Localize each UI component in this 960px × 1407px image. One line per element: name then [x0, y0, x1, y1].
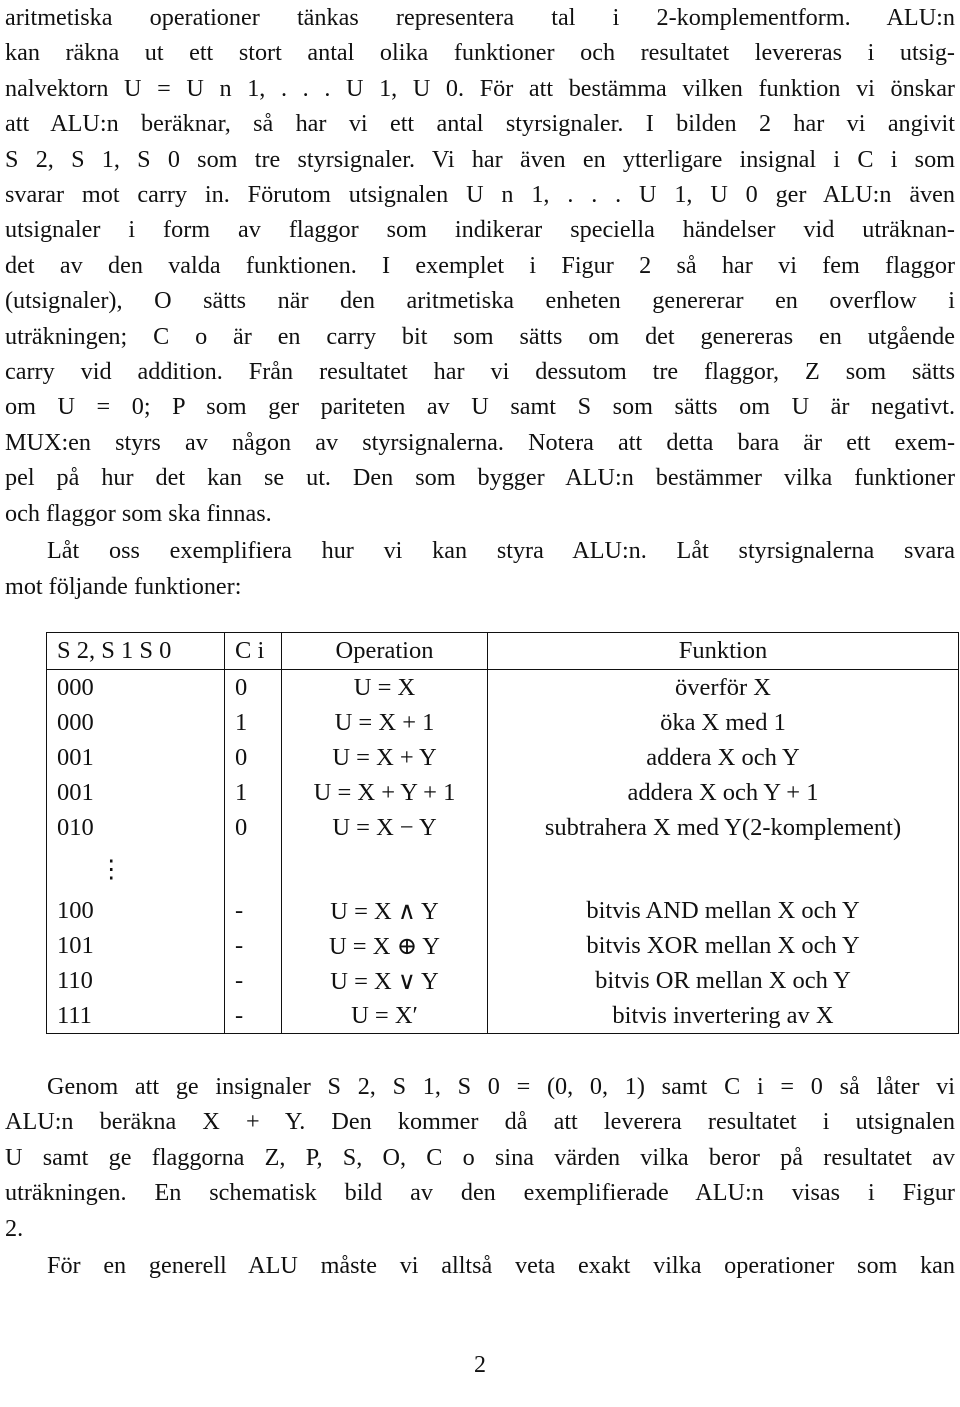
cell-operation: U = X	[282, 670, 488, 706]
cell-ci: 0	[225, 670, 282, 706]
cell-signals: 001	[47, 775, 225, 810]
text-line: pel på hur det kan se ut. Den som bygger ALU:n bestämmer vilka funktioner	[5, 464, 955, 492]
cell-function: öka X med 1	[488, 705, 959, 740]
cell-ci: -	[225, 928, 282, 963]
cell-signals: 010	[47, 810, 225, 845]
text-line: S 2, S 1, S 0 som tre styrsignaler. Vi har även en ytterligare insignal i C i som	[5, 145, 955, 173]
paragraph-3	[5, 1069, 955, 1246]
header-control-signals: S 2, S 1 S 0	[47, 633, 225, 670]
page-number: 2	[474, 1352, 486, 1378]
cell-operation: U = X ⊕ Y	[282, 928, 488, 963]
text-line: det av den valda funktionen. I exemplet i Figur 2 så har vi fem flaggor	[5, 251, 955, 279]
cell-ci: -	[225, 963, 282, 998]
cell-operation	[282, 845, 488, 893]
cell-function	[488, 845, 959, 893]
text-line: och flaggor som ska finnas.	[5, 499, 272, 527]
paragraph-2	[5, 533, 955, 604]
text-line: om U = 0; P som ger pariteten av U samt S som sätts om U är negativt.	[5, 393, 955, 421]
paragraph-1	[5, 0, 955, 531]
table-row	[47, 705, 959, 740]
cell-function: addera X och Y	[488, 740, 959, 775]
text-line: aritmetiska operationer tänkas representera tal i 2-komplementform. ALU:n	[5, 4, 955, 31]
text-line: kan räkna ut ett stort antal olika funktioner och resultatet levereras i utsig-	[5, 39, 955, 67]
cell-signals: 110	[47, 963, 225, 998]
text-line: carry vid addition. Från resultatet har vi dessutom tre flaggor, Z som sätts	[5, 358, 955, 386]
cell-ci: 0	[225, 810, 282, 845]
cell-ci: 1	[225, 705, 282, 740]
table-header-row	[47, 633, 959, 670]
paragraph-4	[5, 1248, 955, 1283]
cell-signals: 101	[47, 928, 225, 963]
cell-signals: 111	[47, 998, 225, 1034]
text-line: nalvektorn U = U n 1, . . . U 1, U 0. För att bestämma vilken funktion vi önskar	[5, 74, 955, 102]
document-page-lower	[5, 1069, 955, 1283]
text-line: svarar mot carry in. Förutom utsignalen U n 1, . . . U 1, U 0 ger ALU:n även	[5, 181, 955, 209]
cell-function: överför X	[488, 670, 959, 706]
cell-function: bitvis AND mellan X och Y	[488, 893, 959, 928]
cell-ci: -	[225, 893, 282, 928]
cell-signals: 000	[47, 705, 225, 740]
cell-function: subtrahera X med Y(2-komplement)	[488, 810, 959, 845]
header-carry-in: C i	[225, 633, 282, 670]
text-line: Genom att ge insignaler S 2, S 1, S 0 = (0, 0, 1) samt C i = 0 så låter vi	[47, 1073, 955, 1100]
cell-operation: U = X ∨ Y	[282, 963, 488, 998]
cell-ci: 1	[225, 775, 282, 810]
text-line: mot följande funktioner:	[5, 572, 242, 600]
text-line: att ALU:n beräknar, så har vi ett antal styrsignaler. I bilden 2 har vi angivit	[5, 110, 955, 138]
table-row	[47, 670, 959, 706]
text-line: ALU:n beräkna X + Y. Den kommer då att leverera resultatet i utsignalen	[5, 1108, 955, 1136]
cell-function: bitvis XOR mellan X och Y	[488, 928, 959, 963]
table-row	[47, 810, 959, 845]
operations-table	[46, 632, 959, 1034]
cell-ci: 0	[225, 740, 282, 775]
cell-ci: -	[225, 998, 282, 1034]
cell-operation: U = X ∧ Y	[282, 893, 488, 928]
text-line: U samt ge flaggorna Z, P, S, O, C o sina värden vilka beror på resultatet av	[5, 1143, 955, 1171]
cell-ci	[225, 845, 282, 893]
text-line: (utsignaler), O sätts när den aritmetiska enheten genererar en overflow i	[5, 287, 955, 315]
text-line: uträkningen; C o är en carry bit som sätts om det genereras en utgående	[5, 322, 955, 350]
table-row	[47, 893, 959, 928]
cell-function: bitvis OR mellan X och Y	[488, 963, 959, 998]
header-function: Funktion	[488, 633, 959, 670]
cell-operation: U = X + Y	[282, 740, 488, 775]
cell-function: bitvis invertering av X	[488, 998, 959, 1034]
cell-operation: U = X − Y	[282, 810, 488, 845]
table-row	[47, 740, 959, 775]
text-line: Låt oss exemplifiera hur vi kan styra ALU:n. Låt styrsignalerna svara	[47, 537, 955, 565]
text-line: 2.	[5, 1214, 24, 1242]
table-row	[47, 928, 959, 963]
text-line: För en generell ALU måste vi alltså veta exakt vilka operationer som kan	[47, 1252, 955, 1280]
cell-operation: U = X′	[282, 998, 488, 1034]
table-row-ellipsis	[47, 845, 959, 893]
cell-operation: U = X + Y + 1	[282, 775, 488, 810]
text-line: utsignaler i form av flaggor som indikerar speciella händelser vid uträknan-	[5, 216, 955, 244]
text-line: uträkningen. En schematisk bild av den exemplifierade ALU:n visas i Figur	[5, 1179, 955, 1207]
cell-vertical-ellipsis: ⋮	[47, 845, 225, 893]
table-row	[47, 775, 959, 810]
text-line: MUX:en styrs av någon av styrsignalerna. Notera att detta bara är ett exem-	[5, 428, 955, 456]
cell-function: addera X och Y + 1	[488, 775, 959, 810]
header-operation: Operation	[282, 633, 488, 670]
cell-signals: 000	[47, 670, 225, 706]
table-row	[47, 963, 959, 998]
cell-signals: 100	[47, 893, 225, 928]
cell-signals: 001	[47, 740, 225, 775]
cell-operation: U = X + 1	[282, 705, 488, 740]
table-row	[47, 998, 959, 1034]
document-page	[5, 0, 955, 604]
